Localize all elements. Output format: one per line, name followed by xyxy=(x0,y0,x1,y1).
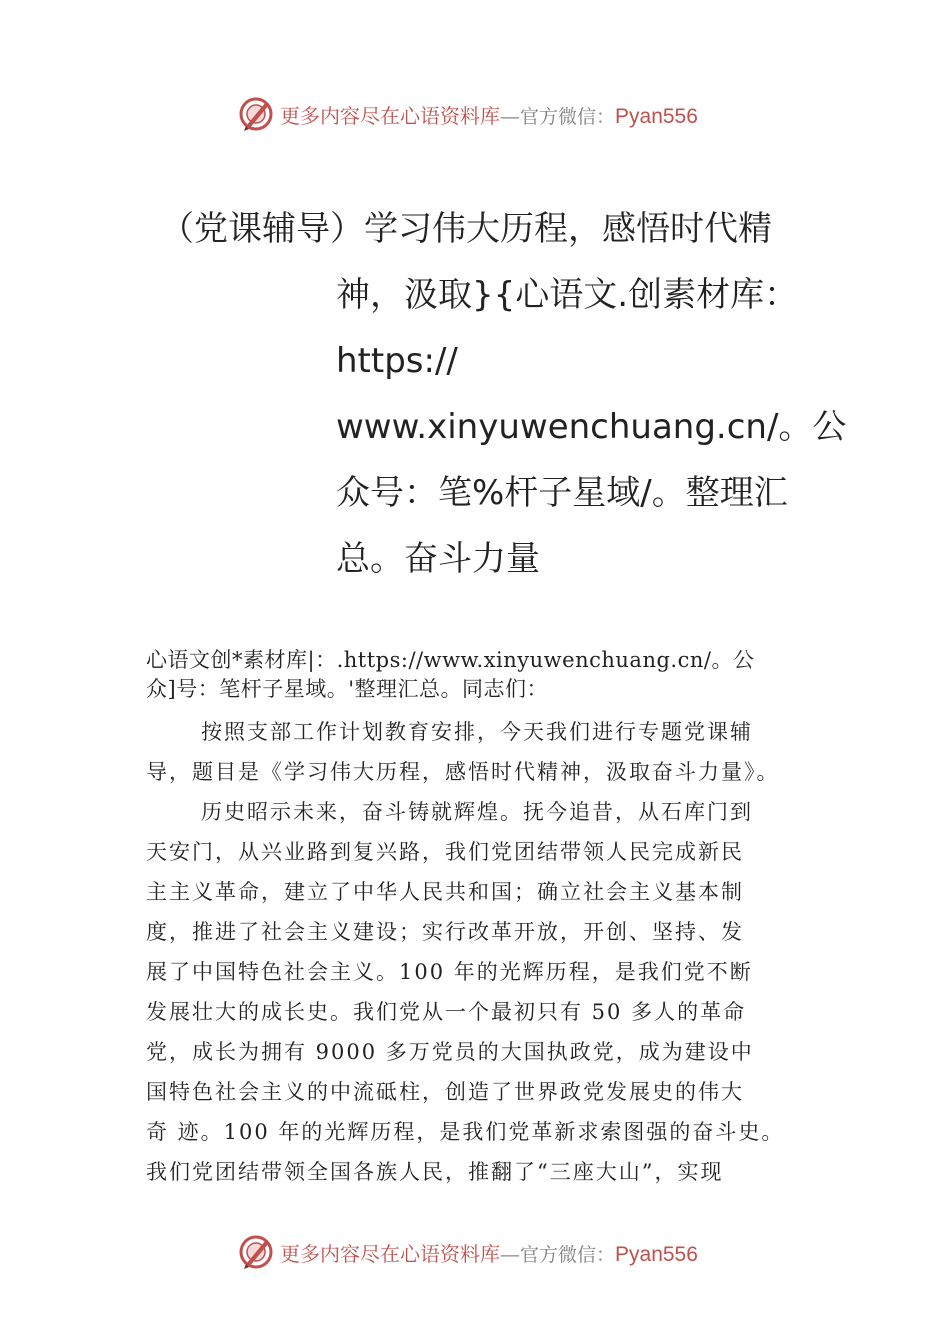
banner-text xyxy=(280,1238,698,1267)
paragraph-line: 天安门，从兴业路到复兴路，我们党团结带领人民完成新民 xyxy=(146,840,744,864)
header-banner xyxy=(238,94,738,134)
banner-wechat-id: Pyan556 xyxy=(615,104,698,128)
banner-wechat-id: Pyan556 xyxy=(615,1242,698,1266)
document-body xyxy=(146,646,846,1192)
banner-wechat-label: 官方微信： xyxy=(520,105,616,128)
paragraph-line: 导，题目是《学习伟大历程，感悟时代精神，汲取奋斗力量》。 xyxy=(146,760,780,784)
paragraph-line: 度，推进了社会主义建设；实行改革开放，开创、坚持、发 xyxy=(146,920,744,944)
banner-dash: — xyxy=(500,1241,520,1266)
banner-main-text: 更多内容尽在心语资料库 xyxy=(280,1241,500,1266)
title-line: 神，汲取}{心语文.创素材库： xyxy=(336,275,799,315)
banner-wechat-label: 官方微信： xyxy=(520,1243,616,1266)
title-line: https:// xyxy=(336,341,458,381)
paragraph-line: 按照支部工作计划教育安排，今天我们进行专题党课辅 xyxy=(201,720,753,744)
pen-logo-icon xyxy=(238,96,274,132)
paragraph-line: 党，成长为拥有 9000 多万党员的大国执政党，成为建设中 xyxy=(146,1040,754,1064)
paragraph-line: 发展壮大的成长史。我们党从一个最初只有 50 多人的革命 xyxy=(146,1000,747,1024)
source-line: 心语文创*素材库|：.https://www.xinyuwenchuang.cn/。公 xyxy=(146,648,755,672)
banner-dash: — xyxy=(500,103,520,128)
title-line: www.xinyuwenchuang.cn/。公 xyxy=(336,407,847,447)
paragraph-line: 历史昭示未来，奋斗铸就辉煌。抚今追昔，从石库门到 xyxy=(201,800,753,824)
footer-banner xyxy=(238,1232,738,1272)
paragraph-line: 展了中国特色社会主义。100 年的光辉历程，是我们党不断 xyxy=(146,960,753,984)
pen-logo-icon xyxy=(238,1234,274,1270)
title-line: 众号：笔%杆子星域/。整理汇 xyxy=(336,473,788,513)
paragraph-line: 国特色社会主义的中流砥柱，创造了世界政党发展史的伟大 xyxy=(146,1080,744,1104)
document-title xyxy=(160,196,847,592)
paragraph-line: 主主义革命，建立了中华人民共和国；确立社会主义基本制 xyxy=(146,880,744,904)
title-line: 总。奋斗力量 xyxy=(336,539,540,579)
banner-text xyxy=(280,100,698,129)
paragraph-line: 奇 迹。100 年的光辉历程，是我们党革新求索图强的奋斗史。 xyxy=(146,1120,785,1144)
paragraph-line: 我们党团结带领全国各族人民，推翻了“三座大山”，实现 xyxy=(146,1160,724,1184)
source-line: 众]号：笔杆子星域。'整理汇总。同志们： xyxy=(146,677,548,701)
title-line: （党课辅导）学习伟大历程，感悟时代精 xyxy=(160,209,772,249)
banner-main-text: 更多内容尽在心语资料库 xyxy=(280,103,500,128)
